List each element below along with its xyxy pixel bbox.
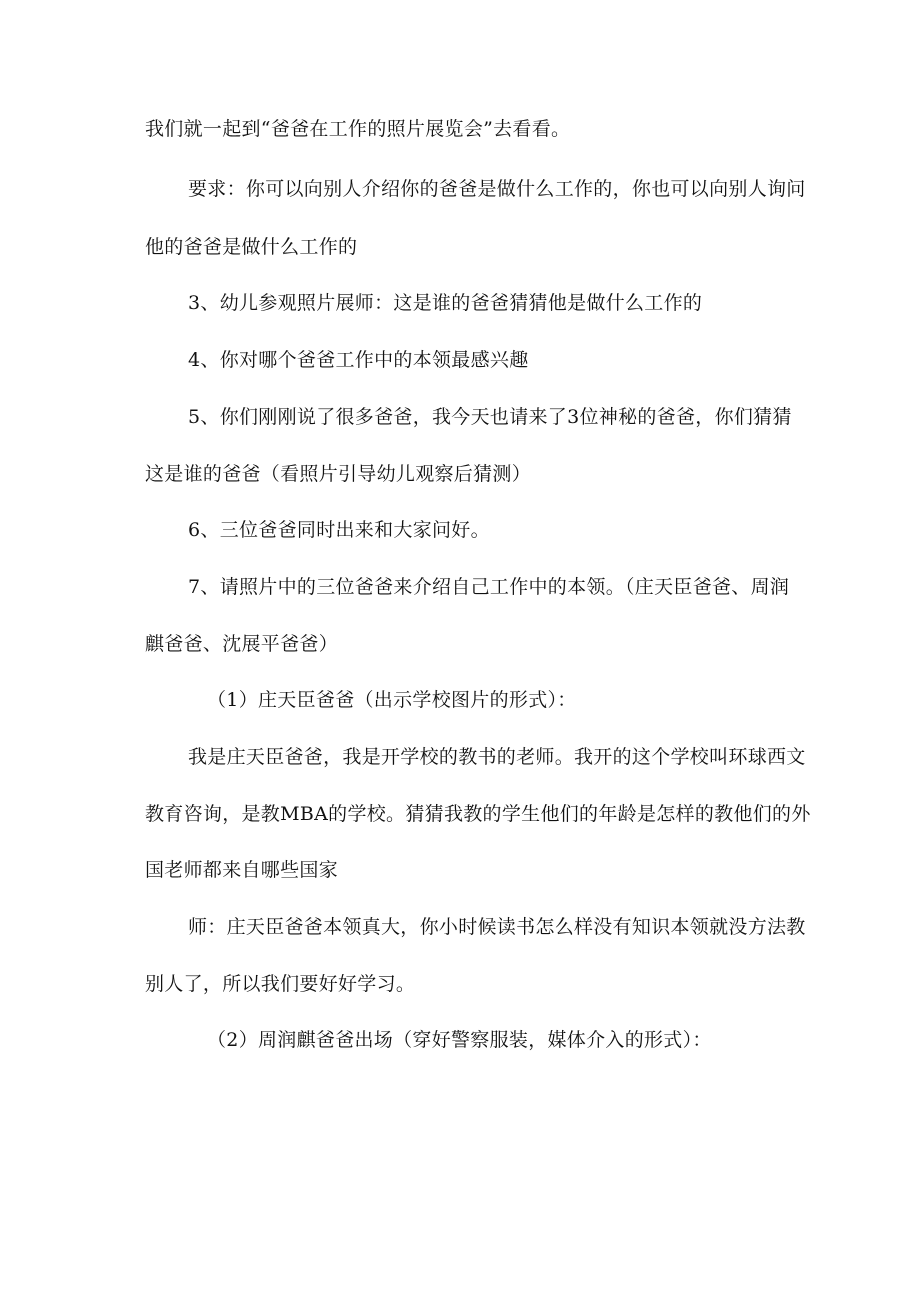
text-line: 4、你对哪个爸爸工作中的本领最感兴趣 — [188, 349, 529, 371]
text-line: 教育咨询，是教MBA的学校。猜猜我教的学生他们的年龄是怎样的教他们的外 — [145, 803, 811, 825]
text-line: 我是庄天臣爸爸，我是开学校的教书的老师。我开的这个学校叫环球西文 — [188, 746, 806, 768]
text-line: 这是谁的爸爸（看照片引导幼儿观察后猜测） — [145, 463, 532, 485]
text-line: 6、三位爸爸同时出来和大家问好。 — [188, 519, 490, 541]
text-line: 3、幼儿参观照片展师：这是谁的爸爸猜猜他是做什么工作的 — [188, 292, 703, 314]
text-line: 师：庄天臣爸爸本领真大，你小时候读书怎么样没有知识本领就没方法教 — [188, 916, 806, 938]
text-line: （1）庄天臣爸爸（出示学校图片的形式）： — [207, 689, 577, 711]
text-line: （2）周润麒爸爸出场（穿好警察服装，媒体介入的形式）： — [207, 1029, 712, 1051]
text-line: 他的爸爸是做什么工作的 — [145, 236, 358, 258]
text-line: 7、请照片中的三位爸爸来介绍自己工作中的本领。（庄天臣爸爸、周润 — [188, 576, 790, 598]
text-line: 别人了，所以我们要好好学习。 — [145, 973, 416, 995]
text-line: 我们就一起到“爸爸在工作的照片展览会”去看看。 — [145, 118, 571, 140]
text-line: 国老师都来自哪些国家 — [145, 859, 339, 881]
text-line: 5、你们刚刚说了很多爸爸，我今天也请来了3位神秘的爸爸，你们猜猜 — [188, 406, 792, 428]
text-line: 麒爸爸、沈展平爸爸） — [145, 633, 339, 655]
text-line: 要求：你可以向别人介绍你的爸爸是做什么工作的，你也可以向别人询问 — [188, 178, 806, 200]
